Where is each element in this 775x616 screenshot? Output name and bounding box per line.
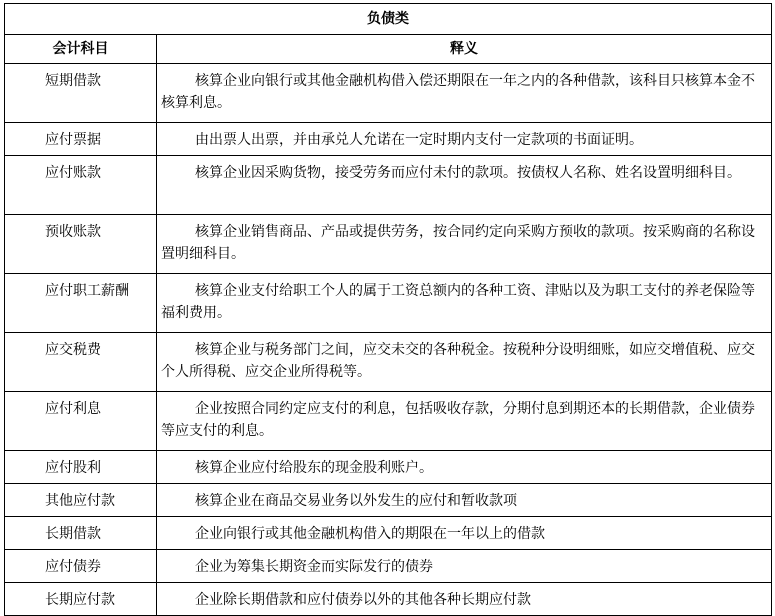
row-subject: 应付账款 bbox=[5, 156, 157, 215]
row-subject: 短期借款 bbox=[5, 64, 157, 123]
table-row bbox=[5, 392, 772, 451]
row-definition: 核算企业因采购货物，接受劳务而应付未付的款项。按债权人名称、姓名设置明细科目。 bbox=[157, 156, 772, 215]
table-row bbox=[5, 333, 772, 392]
table-row bbox=[5, 451, 772, 484]
row-subject: 预收账款 bbox=[5, 215, 157, 274]
liabilities-table bbox=[4, 3, 772, 616]
row-definition: 企业除长期借款和应付债券以外的其他各种长期应付款 bbox=[157, 583, 772, 616]
table-row bbox=[5, 484, 772, 517]
row-definition: 企业向银行或其他金融机构借入的期限在一年以上的借款 bbox=[157, 517, 772, 550]
table-row bbox=[5, 215, 772, 274]
table-row bbox=[5, 550, 772, 583]
row-definition: 核算企业在商品交易业务以外发生的应付和暂收款项 bbox=[157, 484, 772, 517]
row-subject: 应付债券 bbox=[5, 550, 157, 583]
row-definition: 核算企业支付给职工个人的属于工资总额内的各种工资、津贴以及为职工支付的养老保险等福利费用。 bbox=[157, 274, 772, 333]
row-subject: 应付股利 bbox=[5, 451, 157, 484]
row-definition: 企业按照合同约定应支付的利息，包括吸收存款，分期付息到期还本的长期借款，企业债券等应支付的利息。 bbox=[157, 392, 772, 451]
table-header-row bbox=[5, 35, 772, 64]
row-subject: 应交税费 bbox=[5, 333, 157, 392]
header-definition: 释义 bbox=[157, 35, 772, 64]
table-title: 负债类 bbox=[5, 4, 772, 35]
row-subject: 长期应付款 bbox=[5, 583, 157, 616]
table-row bbox=[5, 156, 772, 215]
table-row bbox=[5, 123, 772, 156]
row-subject: 长期借款 bbox=[5, 517, 157, 550]
table-row bbox=[5, 274, 772, 333]
row-definition: 核算企业应付给股东的现金股利账户。 bbox=[157, 451, 772, 484]
row-definition: 核算企业与税务部门之间，应交未交的各种税金。按税种分设明细账，如应交增值税、应交个人所得税、应交企业所得税等。 bbox=[157, 333, 772, 392]
row-subject: 应付利息 bbox=[5, 392, 157, 451]
row-subject: 其他应付款 bbox=[5, 484, 157, 517]
table-row bbox=[5, 64, 772, 123]
table-row bbox=[5, 583, 772, 616]
row-definition: 由出票人出票，并由承兑人允诺在一定时期内支付一定款项的书面证明。 bbox=[157, 123, 772, 156]
row-subject: 应付票据 bbox=[5, 123, 157, 156]
header-subject: 会计科目 bbox=[5, 35, 157, 64]
row-definition: 核算企业向银行或其他金融机构借入偿还期限在一年之内的各种借款，该科目只核算本金不核算利息。 bbox=[157, 64, 772, 123]
table-title-row bbox=[5, 4, 772, 35]
row-definition: 企业为筹集长期资金而实际发行的债券 bbox=[157, 550, 772, 583]
row-subject: 应付职工薪酬 bbox=[5, 274, 157, 333]
row-definition: 核算企业销售商品、产品或提供劳务，按合同约定向采购方预收的款项。按采购商的名称设置明细科目。 bbox=[157, 215, 772, 274]
table-row bbox=[5, 517, 772, 550]
